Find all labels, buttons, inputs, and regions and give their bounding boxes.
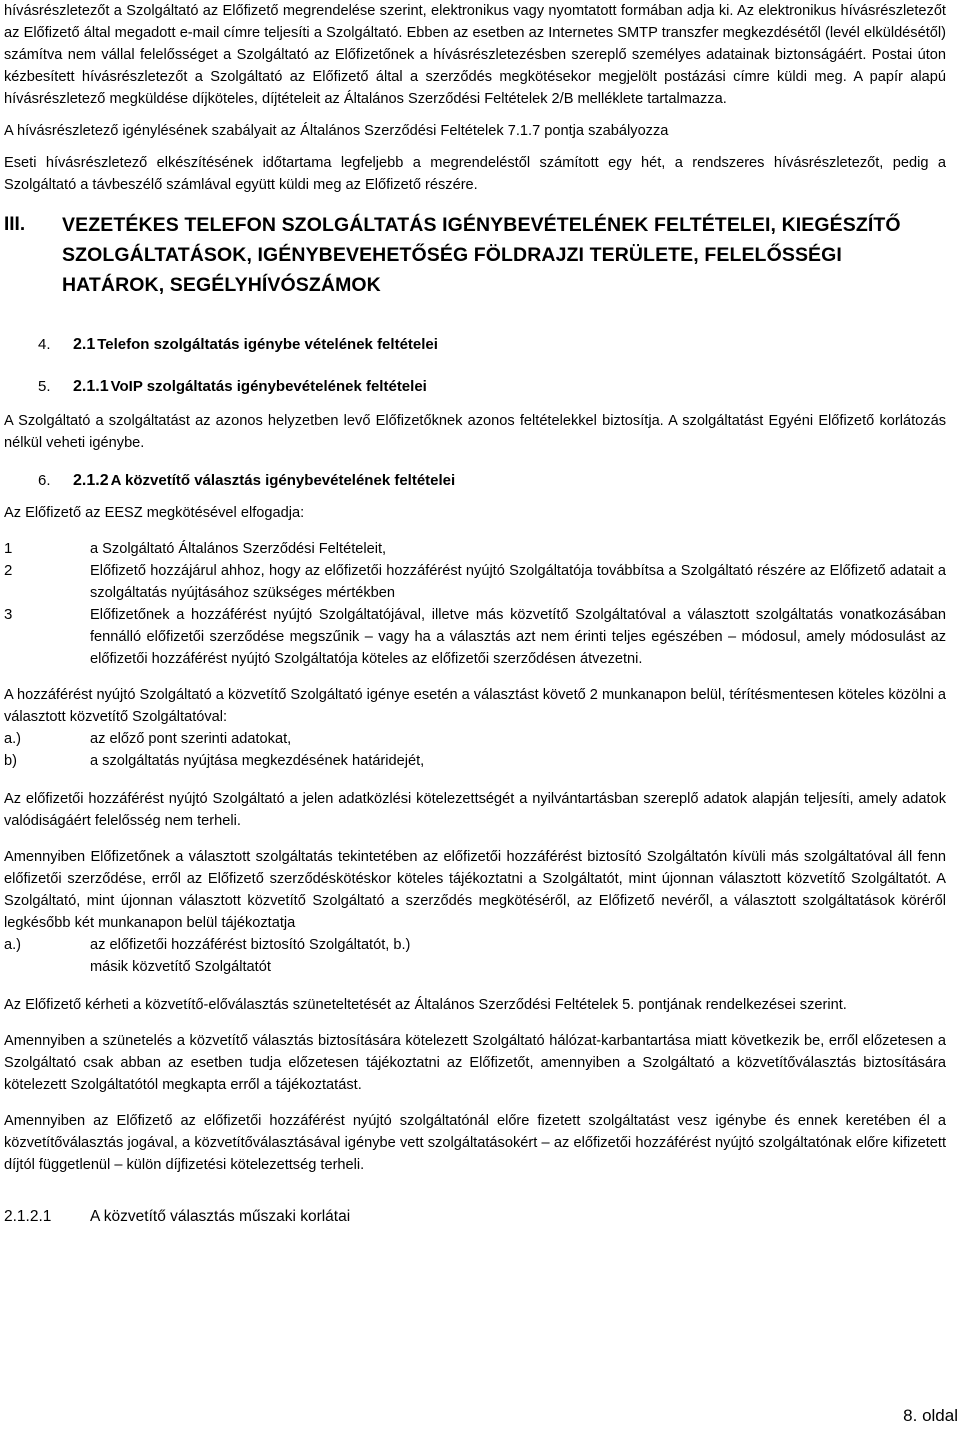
paragraph-billing-time: Eseti hívásrészletező elkészítésének időtartama legfeljebb a megrendeléstől számított egy hét, a rendszeres hívásrészletezőt, pedig a Szolgáltató a távbeszélő számlával együtt küldi meg az Előfizető részére. <box>4 155 946 193</box>
list-item-text: másik közvetítő Szolgáltatót <box>90 959 271 975</box>
list-item-label: b) <box>4 753 17 769</box>
subsection-number: 2.1.2.1 <box>4 1208 52 1225</box>
access-list <box>4 728 946 772</box>
list-item <box>4 956 946 978</box>
subheading-title: A közvetítő választás igénybevételének feltételei <box>110 472 456 489</box>
list-item-label: a.) <box>4 731 22 747</box>
list-item-text: a Szolgáltató Általános Szerződési Feltételeit, <box>90 541 387 557</box>
paragraph-eesz-intro: Az Előfizető az EESZ megkötésével elfogadja: <box>4 505 305 521</box>
subsection-title: A közvetítő választás műszaki korlátai <box>90 1208 351 1225</box>
list-item-text: az előfizetői hozzáférést biztosító Szolgáltatót, b.) <box>90 937 411 953</box>
section-heading <box>4 210 946 300</box>
paragraph-billing-rules: A hívásrészletező igénylésének szabályait az Általános Szerződési Feltételek 7.1.7 pontja szabályozza <box>4 123 669 139</box>
list-item <box>4 934 946 956</box>
paragraph-maintenance: Amennyiben a szünetelés a közvetítő választás biztosítására kötelezett Szolgáltató hálózat-karbantartása miatt következik be, erről előzetesen a Szolgáltató csak abban az esetben tudja előzetesen tájékoztatni az Előfizetőt, amennyiben a Szolgáltató a közvetítőválasztás biztosítására kötelezett Szolgáltatótól megkapta erről a tájékoztatást. <box>4 1033 946 1093</box>
subheading-carrier-selection <box>4 470 946 492</box>
list-item-number: 2 <box>4 562 13 579</box>
paragraph-itemized-billing: hívásrészletezőt a Szolgáltató az Előfizető megrendelése szerint, elektronikus vagy nyomtatott formában adja ki. Az elektronikus hívásrészletezőt az Előfizető által megadott e-mail címre teljesíti a Szolgáltató. Ebben az esetben az Internetes SMTP transzfer megkezdésétől (levél elküldésétől) számítva nem vállal felelősséget a Szolgáltató az Előfizetőnek a hívásrészletezésben szereplő személyes adatainak biztonságáért. Postai úton kézbesített hívásrészletezőt a Szolgáltató az Előfizető által a szerződés megkötésekor megjelölt postázási címre küldi meg. A papír alapú hívásrészletező megküldése díjköteles, díjtételeit az Általános Szerződési Feltételek 2/B melléklete tartalmazza. <box>4 3 946 107</box>
list-item <box>4 604 946 670</box>
subheading-title: VoIP szolgáltatás igénybevételének feltételei <box>110 378 427 395</box>
page-number: 8. oldal <box>903 1406 958 1425</box>
paragraph-contract: Amennyiben Előfizetőnek a választott szolgáltatás tekintetében az előfizetői hozzáférést biztosító Szolgáltatón kívüli más szolgáltatóval áll fenn előfizetői szerződése, erről az Előfizető szerződéskötéskor köteles tájékoztatni a Szolgáltatót, mint újonnan választott közvetítő Szolgáltatót. A Szolgáltató, mint újonnan választott közvetítő Szolgáltató a szerződés megkötéséről, az Előfizető nevéről, a választott szolgáltatások köréről legkésőbb két munkanapon belül tájékoztatja <box>4 849 946 931</box>
subheading-title: Telefon szolgáltatás igénybe vételének feltételei <box>97 336 438 353</box>
list-item-text: az előző pont szerinti adatokat, <box>90 731 292 747</box>
paragraph-prepaid: Amennyiben az Előfizető az előfizetői hozzáférést nyújtó szolgáltatónál előre fizetett szolgáltatást vesz igénybe és ennek keretében él a közvetítőválasztás jogával, a közvetítőválasztásával igénybe vett szolgáltatásokért – az előfizetői hozzáférést nyújtó szolgáltatónak előre kifizetett díjtól függetlenül – külön díjfizetési kötelezettség terheli. <box>4 1113 946 1173</box>
list-item <box>4 728 946 750</box>
subheading-index: 6. <box>38 472 51 489</box>
eesz-list <box>4 538 946 670</box>
list-item <box>4 560 946 604</box>
paragraph-suspension: Az Előfizető kérheti a közvetítő-előválasztás szüneteltetését az Általános Szerződési Feltételek 5. pontjának rendelkezései szerint. <box>4 997 847 1013</box>
subheading-index: 4. <box>38 336 51 353</box>
list-item-text: Előfizetőnek a hozzáférést nyújtó Szolgáltatójával, illetve más közvetítő Szolgáltatóval a választott szolgáltatás vonatkozásában fennálló előfizetői szerződése megszűnik – vagy ha a választás azt nem érinti teljes egészében – módosul, amely módosulást az előfizetői hozzáférést nyújtó Szolgáltatója köteles az előfizetői szerződésen átvezetni. <box>90 607 946 667</box>
contract-list <box>4 934 946 978</box>
subheading-number: 2.1.2 <box>73 472 109 489</box>
paragraph-data-responsibility: Az előfizetői hozzáférést nyújtó Szolgáltató a jelen adatközlési kötelezettségét a nyilvántartásban szereplő adatok alapján teljesíti, amely adatok valódiságáért felelősség nem terheli. <box>4 791 946 829</box>
subheading-telephone <box>4 334 946 356</box>
list-item-label: a.) <box>4 937 22 953</box>
list-item-number: 1 <box>4 540 13 557</box>
list-item <box>4 750 946 772</box>
subheading-number: 2.1.1 <box>73 378 109 395</box>
paragraph-voip: A Szolgáltató a szolgáltatást az azonos helyzetben levő Előfizetőknek azonos feltételekkel biztosítja. A szolgáltatást Egyéni Előfizető korlátozás nélkül veheti igénybe. <box>4 413 946 451</box>
list-item-number: 3 <box>4 606 13 623</box>
paragraph-access-provider: A hozzáférést nyújtó Szolgáltató a közvetítő Szolgáltató igénye esetén a választást követő 2 munkanapon belül, térítésmentesen köteles közölni a választott közvetítő Szolgáltatóval: <box>4 687 946 725</box>
subsection-heading <box>4 1206 946 1228</box>
list-item-text: a szolgáltatás nyújtása megkezdésének határidejét, <box>90 753 425 769</box>
subheading-index: 5. <box>38 378 51 395</box>
subheading-voip <box>4 376 946 398</box>
section-number: III. <box>4 214 26 235</box>
list-item-label <box>4 956 90 978</box>
list-item <box>4 538 946 560</box>
section-title: VEZETÉKES TELEFON SZOLGÁLTATÁS IGÉNYBEVÉTELÉNEK FELTÉTELEI, KIEGÉSZÍTŐ SZOLGÁLTATÁSOK, IGÉNYBEVEHETŐSÉG FÖLDRAJZI TERÜLETE, FELELŐSSÉGI HATÁROK, SEGÉLYHÍVÓSZÁMOK <box>62 214 901 296</box>
list-item-text: Előfizető hozzájárul ahhoz, hogy az előfizetői hozzáférést nyújtó Szolgáltatója továbbítsa a Szolgáltató részére az Előfizető adatait a szolgáltatás nyújtásához szükséges mértékben <box>90 563 946 601</box>
subheading-number: 2.1 <box>73 336 96 353</box>
